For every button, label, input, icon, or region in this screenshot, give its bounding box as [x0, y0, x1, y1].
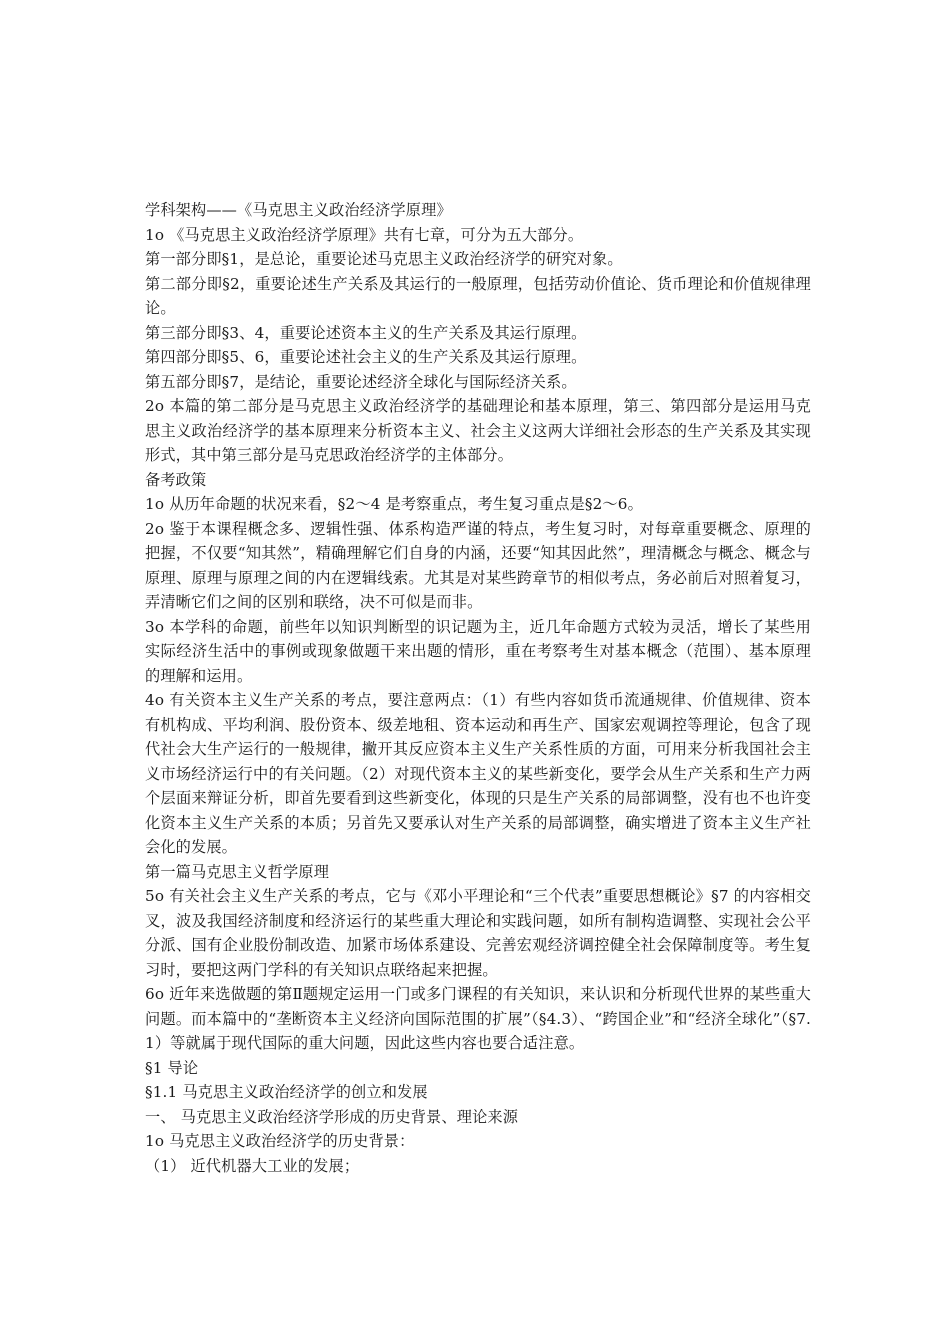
paragraph: 第三部分即§3、4，重要论述资本主义的生产关系及其运行原理。 [145, 323, 587, 342]
paragraph: 2o 本篇的第二部分是马克思主义政治经济学的基础理论和基本原理，第三、第四部分是运用马克思主义政治经济学的基本原理来分析资本主义、社会主义这两大详细社会形态的生产关系及其实现形式，其中第三部分是马克思政治经济学的主体部分。 [145, 397, 811, 464]
paragraph: 1o 《马克思主义政治经济学原理》共有七章，可分为五大部分。 [145, 225, 584, 244]
paragraph: 第五部分即§7，是结论，重要论述经济全球化与国际经济关系。 [145, 372, 577, 391]
paragraph: 第一部分即§1，是总论，重要论述马克思主义政治经济学的研究对象。 [145, 250, 623, 268]
paragraph: 4o 有关资本主义生产关系的考点，要注意两点：（1）有些内容如货币流通规律、价值规律、资本有机构成、平均利润、股份资本、级差地租、资本运动和再生产、国家宏观调控等理论，包含了现代社会大生产运行的一般规律，撇开其反应资本主义生产关系性质的方面，可用来分析我国社会主义市场经济运行中的有关问题。（2）对现代资本主义的某些新变化，要学会从生产关系和生产力两个层面来辩证分析，即首先要看到这些新变化，体现的只是生产关系的局部调整，没有也不也许变化资本主义生产关系的本质；另首先又要承认对生产关系的局部调整，确实增进了资本主义生产社会化的发展。 [145, 691, 811, 856]
paragraph: 3o 本学科的命题，前些年以知识判断型的识记题为主，近几年命题方式较为灵活，增长了某些用实际经济生活中的事例或现象做题干来出题的情形，重在考察考生对基本概念（范围）、基本原理的理解和运用。 [145, 617, 811, 685]
paragraph: 1o 从历年命题的状况来看，§2～4 是考察重点，考生复习重点是§2～6。 [145, 495, 643, 513]
section-heading: §1.1 马克思主义政治经济学的创立和发展 [145, 1083, 428, 1101]
paragraph: 5o 有关社会主义生产关系的考点，它与《邓小平理论和“三个代表”重要思想概论》§7 的内容相交叉，波及我国经济制度和经济运行的某些重大理论和实践问题，如所有制构造调整、实现社会公平分派、国有企业股份制改造、加紧市场体系建设、完善宏观经济调控健全社会保障制度等。考生复习时，要把这两门学科的有关知识点联络起来把握。 [145, 887, 811, 979]
paragraph: 2o 鉴于本课程概念多、逻辑性强、体系构造严谨的特点，考生复习时，对每章重要概念、原理的把握，不仅要“知其然”，精确理解它们自身的内涵，还要“知其因此然”，理清概念与概念、概念与原理、原理与原理之间的内在逻辑线索。尤其是对某些跨章节的相似考点，务必前后对照着复习，弄清晰它们之间的区别和联络，决不可似是而非。 [145, 519, 811, 611]
subsection-heading: 一、 马克思主义政治经济学形成的历史背景、理论来源 [145, 1107, 519, 1126]
paragraph: 第四部分即§5、6，重要论述社会主义的生产关系及其运行原理。 [145, 348, 587, 366]
chapter-heading: §1 导论 [145, 1058, 199, 1077]
document-heading: 学科架构——《马克思主义政治经济学原理》 [145, 201, 452, 219]
paragraph: 第二部分即§2，重要论述生产关系及其运行的一般原理，包括劳动价值论、货币理论和价值规律理论。 [145, 274, 811, 317]
document-body [145, 198, 811, 1178]
section-heading: 备考政策 [145, 470, 207, 489]
paragraph: 6o 近年来选做题的第Ⅱ题规定运用一门或多门课程的有关知识，来认识和分析现代世界的某些重大问题。而本篇中的“垄断资本主义经济向国际范围的扩展”（§4.3）、“跨国企业”和“经济全球化”（§7.1）等就属于现代国际的重大问题，因此这些内容也要合适注意。 [145, 985, 811, 1052]
section-heading: 第一篇马克思主义哲学原理 [145, 862, 330, 881]
paragraph: （1） 近代机器大工业的发展； [145, 1156, 360, 1175]
paragraph: 1o 马克思主义政治经济学的历史背景： [145, 1132, 415, 1150]
